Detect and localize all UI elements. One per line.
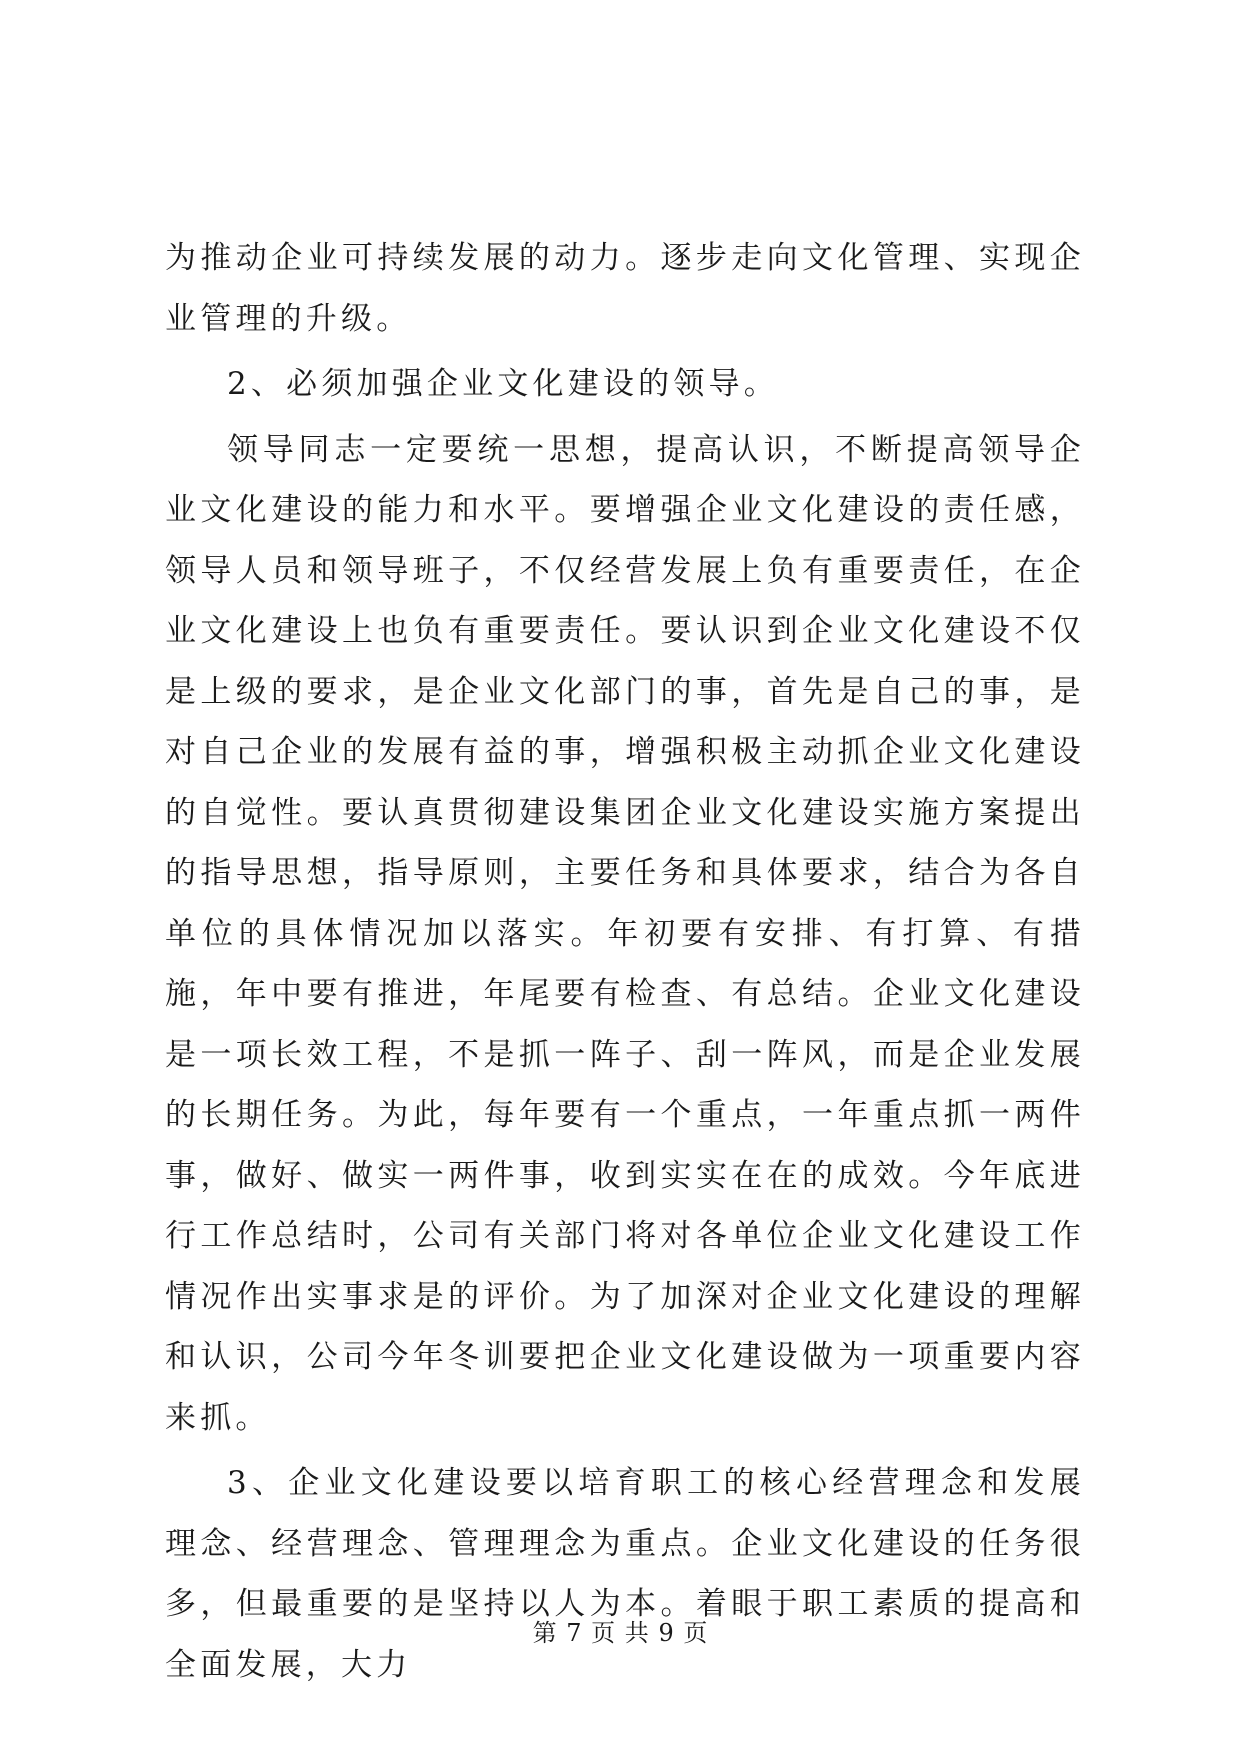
paragraph-heading-2: 2、必须加强企业文化建设的领导。 <box>227 366 779 402</box>
paragraph-leadership: 领导同志一定要统一思想，提高认识，不断提高领导企业文化建设的能力和水平。要增强企业文化建设的责任感，领导人员和领导班子，不仅经营发展上负有重要责任，在企业文化建设上也负有重要责任。要认识到企业文化建设不仅是上级的要求，是企业文化部门的事，首先是自己的事，是对自己企业的发展有益的事，增强积极主动抓企业文化建设的自觉性。要认真贯彻建设集团企业文化建设实施方案提出的指导思想，指导原则，主要任务和具体要求，结合为各自单位的具体情况加以落实。年初要有安排、有打算、有措施，年中要有推进，年尾要有检查、有总结。企业文化建设是一项长效工程，不是抓一阵子、刮一阵风，而是企业发展的长期任务。为此，每年要有一个重点，一年重点抓一两件事，做好、做实一两件事，收到实实在在的成效。今年底进行工作总结时，公司有关部门将对各单位企业文化建设工作情况作出实事求是的评价。为了加深对企业文化建设的理解和认识，公司今年冬训要把企业文化建设做为一项重要内容来抓。 <box>165 431 1085 1436</box>
page-number-footer: 第 7 页 共 9 页 <box>532 1619 709 1647</box>
paragraph-continuation: 为推动企业可持续发展的动力。逐步走向文化管理、实现企业管理的升级。 <box>165 240 1085 337</box>
document-body <box>165 228 1085 1695</box>
paragraph-heading-3: 3、企业文化建设要以培育职工的核心经营理念和发展理念、经营理念、管理理念为重点。企业文化建设的任务很多，但最重要的是坚持以人为本。着眼于职工素质的提高和全面发展，大力 <box>165 1465 1085 1683</box>
